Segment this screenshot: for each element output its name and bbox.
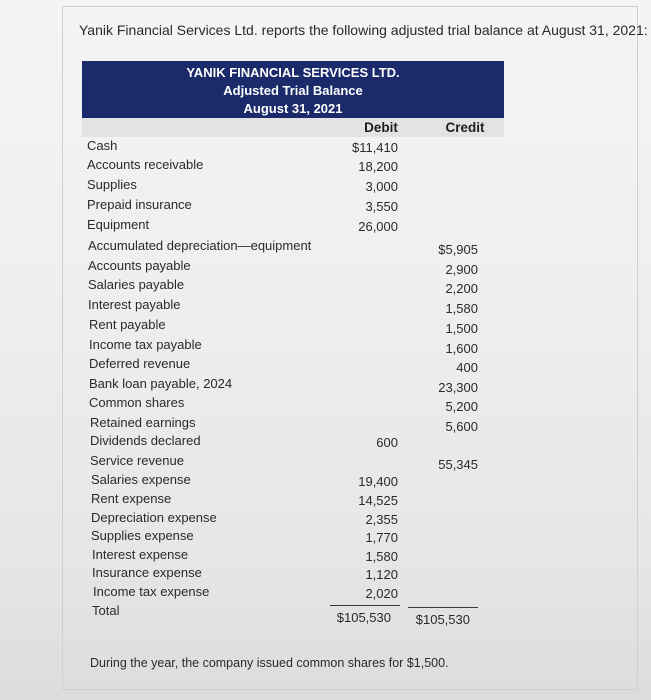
account-name: Equipment — [87, 217, 150, 232]
credit-amount: 400 — [456, 360, 478, 375]
account-name: Supplies — [87, 177, 137, 192]
total-label: Total — [92, 603, 120, 618]
account-name: Salaries expense — [91, 472, 191, 487]
account-name: Deferred revenue — [89, 356, 191, 371]
debit-amount: 3,550 — [365, 199, 398, 214]
total-debit: $105,530 — [336, 610, 391, 625]
account-name: Accumulated depreciation—equipment — [88, 238, 312, 253]
debit-amount: 600 — [376, 435, 398, 450]
account-name: Service revenue — [90, 453, 184, 468]
account-name: Income tax expense — [93, 584, 210, 599]
debit-amount: 3,000 — [365, 179, 398, 194]
account-name: Common shares — [89, 395, 185, 410]
debit-amount: 26,000 — [358, 219, 398, 234]
debit-amount: 1,580 — [365, 549, 398, 564]
intro-text: Yanik Financial Services Ltd. reports the following adjusted trial balance at August 31, 2021: — [79, 22, 648, 38]
statement-header — [82, 61, 504, 120]
statement-date: August 31, 2021 — [243, 101, 343, 116]
debit-amount: 14,525 — [358, 493, 398, 508]
debit-amount: 1,120 — [365, 567, 398, 582]
debit-total-rule — [330, 605, 400, 606]
debit-amount: 19,400 — [358, 474, 398, 489]
account-name: Cash — [87, 138, 118, 153]
account-name: Depreciation expense — [91, 510, 217, 525]
credit-amount: 5,600 — [445, 419, 478, 434]
total-credit: $105,530 — [415, 612, 470, 627]
account-name: Prepaid insurance — [87, 197, 192, 212]
debit-amount: 2,020 — [365, 586, 398, 601]
account-name: Accounts payable — [88, 258, 191, 273]
debit-amount: 18,200 — [358, 159, 398, 174]
credit-amount: 1,600 — [445, 341, 478, 356]
account-name: Rent expense — [91, 491, 172, 506]
account-name: Insurance expense — [92, 565, 202, 580]
account-name: Interest payable — [88, 297, 181, 312]
account-name: Interest expense — [92, 547, 189, 562]
account-name: Supplies expense — [91, 528, 194, 543]
account-name: Income tax payable — [89, 337, 202, 352]
credit-amount: 2,900 — [445, 262, 478, 277]
debit-amount: 2,355 — [365, 512, 398, 527]
account-name: Accounts receivable — [87, 157, 204, 172]
account-name: Retained earnings — [90, 415, 196, 430]
account-name: Salaries payable — [88, 277, 185, 292]
debit-amount: $11,410 — [351, 140, 398, 155]
debit-amount: 1,770 — [365, 530, 398, 545]
credit-column-header: Credit — [445, 120, 485, 135]
credit-amount: 1,580 — [445, 301, 478, 316]
credit-amount: 5,200 — [445, 399, 478, 414]
account-name: Bank loan payable, 2024 — [89, 376, 233, 391]
company-name: YANIK FINANCIAL SERVICES LTD. — [186, 65, 400, 80]
credit-amount: 55,345 — [438, 457, 478, 472]
statement-title: Adjusted Trial Balance — [223, 83, 363, 98]
credit-amount: 23,300 — [438, 380, 478, 395]
credit-amount: $5,905 — [438, 242, 478, 257]
account-name: Dividends declared — [90, 433, 201, 448]
credit-amount: 2,200 — [445, 281, 478, 296]
debit-column-header: Debit — [364, 120, 398, 135]
credit-amount: 1,500 — [445, 321, 478, 336]
footer-note: During the year, the company issued common shares for $1,500. — [90, 656, 449, 670]
account-name: Rent payable — [89, 317, 166, 332]
credit-total-rule — [408, 607, 478, 608]
